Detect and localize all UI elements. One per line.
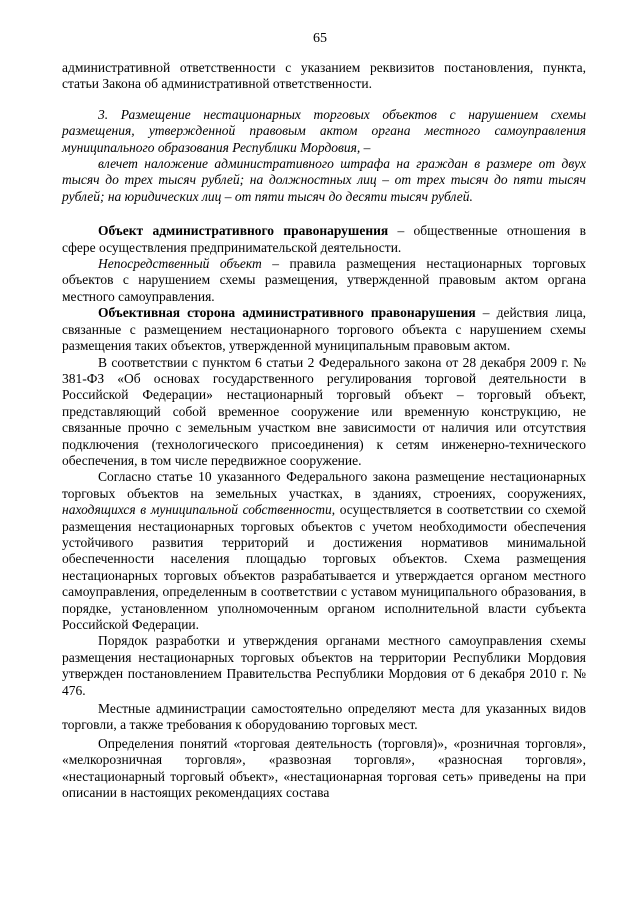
paragraph-4: Местные администрации самостоятельно определяют места для указанных видов торговли, а также требования к оборудованию торговых мест.: [62, 701, 586, 733]
intro-paragraph: административной ответственности с указанием реквизитов постановления, пункта, статьи Закона об административной ответственности.: [62, 60, 586, 92]
paragraph-3: Порядок разработки и утверждения органами местного самоуправления схемы размещения нестационарных торговых объектов на территории Республики Мордовия утвержден постановлением Правительства Республики Мордовия от 6 декабря 2010 г. № 476.: [62, 633, 586, 698]
paragraph-2-italic: находящихся в муниципальной собственности: [62, 502, 332, 518]
direct-object-term: Непосредственный объект: [98, 256, 262, 272]
law-penalty: влечет наложение административного штрафа на граждан в размере от двух тысяч до трех тысяч рублей; на должностных лиц – от трех тысяч до пяти тысяч рублей; на юридических лиц – от пяти тысяч до десяти тысяч рублей.: [62, 156, 586, 204]
objective-side-text: – действия лица, связанные с размещением нестационарного торгового объекта с нарушением схемы размещения таких объектов, утвержденной муниципальным правовым актом.: [62, 305, 586, 354]
page-number: 65: [313, 31, 327, 46]
page-content: [62, 60, 586, 801]
objective-side-paragraph: [62, 305, 586, 354]
paragraph-1: В соответствии с пунктом 6 статьи 2 Федерального закона от 28 декабря 2009 г. № 381-ФЗ «Об основах государственного регулирования торговой деятельности в Российской Федерации» нестационарный торговый объект – торговый объект, представляющий собой временное сооружение или временную конструкцию, не связанные прочно с земельным участком вне зависимости от наличия или отсутствия подключения (технологического присоединения) к сетям инженерно-технического обеспечения, в том числе передвижное сооружение.: [62, 354, 586, 468]
direct-object-text: – правила размещения нестационарных торговых объектов с нарушением схемы размещения, утвержденной правовым актом органа местного самоуправления.: [62, 256, 587, 304]
object-text: – общественные отношения в сфере осуществления предпринимательской деятельности.: [62, 223, 586, 255]
object-paragraph: [62, 223, 586, 256]
paragraph-2: [62, 469, 586, 633]
paragraph-2-before: Согласно статье 10 указанного Федерального закона размещение нестационарных торговых объектов на земельных участках, в зданиях, строениях, сооружениях,: [62, 469, 586, 501]
law-item: 3. Размещение нестационарных торговых объектов с нарушением схемы размещения, утвержденной правовым актом органа местного самоуправления муниципального образования Республики Мордовия, –: [62, 106, 586, 155]
paragraph-5: Определения понятий «торговая деятельность (торговля)», «розничная торговля», «мелкорозничная торговля», «развозная торговля», «разносная торговля», «нестационарный торговый объект», «нестационарная торговая сеть» приведены на при описании в настоящих рекомендациях состава: [62, 735, 586, 801]
object-term: Объект административного правонарушения: [98, 223, 389, 239]
spacer: [62, 205, 586, 223]
direct-object-paragraph: [62, 256, 586, 305]
objective-side-term: Объективная сторона административного правонарушения: [98, 305, 476, 321]
paragraph-2-after: , осуществляется в соответствии со схемой размещения нестационарных торговых объектов с учетом необходимости обеспечения устойчивого развития территорий и достижения нормативов минимальной обеспеченности населения площадью торговых объектов. Схема размещения нестационарных торговых объектов разрабатывается и утверждается органом местного самоуправления, определенным в соответствии с уставом муниципального образования, в порядке, установленном уполномоченным органом исполнительной власти субъекта Российской Федерации.: [62, 502, 586, 632]
law-excerpt: [62, 107, 586, 205]
